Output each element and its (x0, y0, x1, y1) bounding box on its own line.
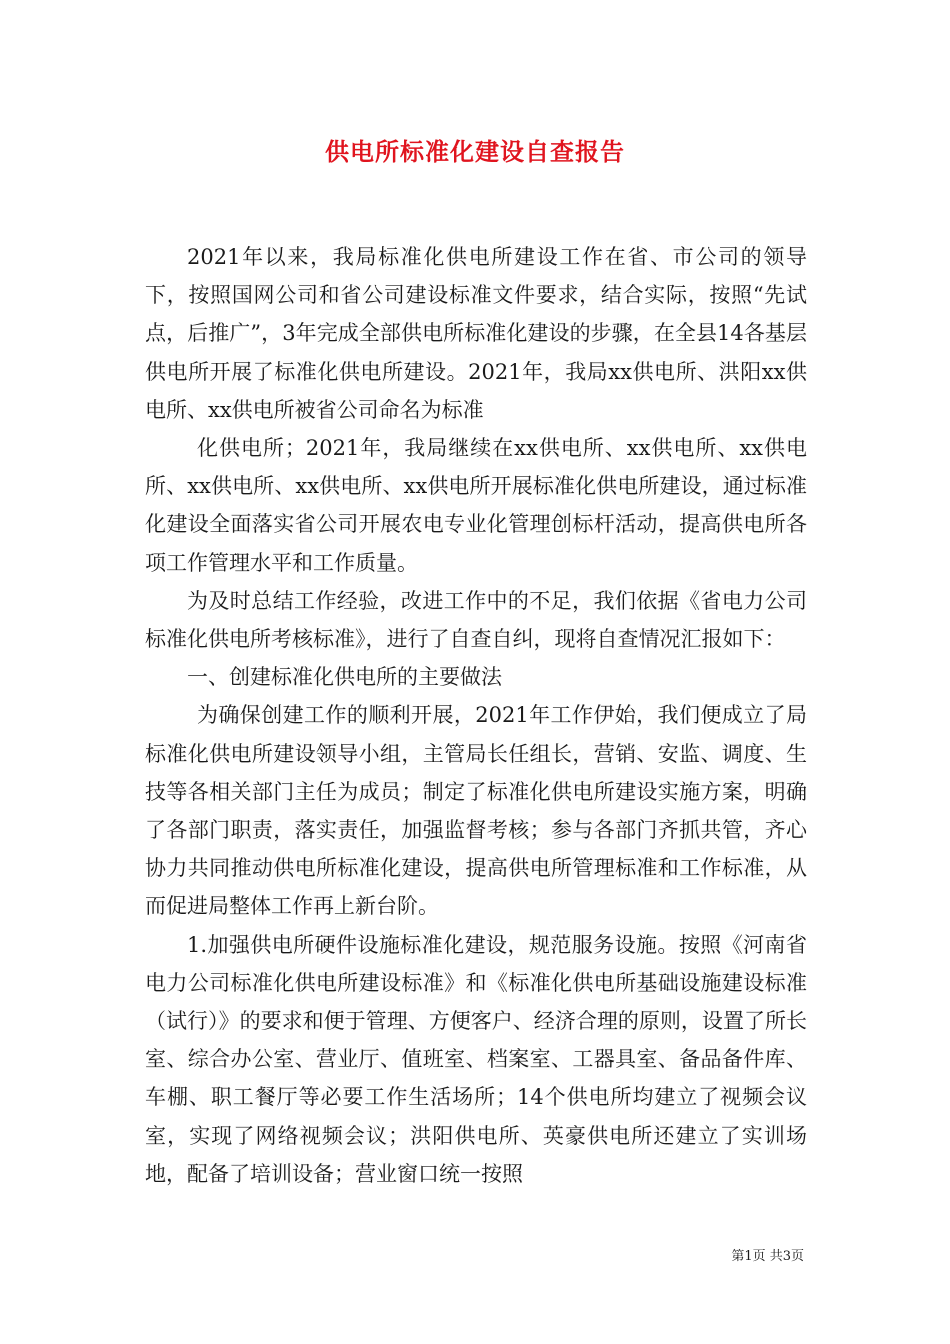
paragraph-organization: 为确保创建工作的顺利开展，2021年工作伊始，我们便成立了局标准化供电所建设领导小组，主管局长任组长，营销、安监、调度、生技等各相关部门主任为成员；制定了标准化供电所建设实施方案，明确了各部门职责，落实责任，加强监督考核；参与各部门齐抓共管，齐心协力共同推动供电所标准化建设，提高供电所管理标准和工作标准，从而促进局整体工作再上新台阶。 (145, 703, 807, 919)
paragraph-hardware: 1.加强供电所硬件设施标准化建设，规范服务设施。按照《河南省电力公司标准化供电所建设标准》和《标准化供电所基础设施建设标准（试行）》的要求和便于管理、方便客户、经济合理的原则，设置了所长室、综合办公室、营业厅、值班室、档案室、工器具室、备品备件库、车棚、职工餐厅等必要工作生活场所；14个供电所均建立了视频会议室，实现了网络视频会议；洪阳供电所、英豪供电所还建立了实训场地，配备了培训设备；营业窗口统一按照 (145, 932, 807, 1186)
document-body (145, 238, 807, 1193)
document-title: 供电所标准化建设自查报告 (325, 137, 625, 166)
section-heading-1: 一、创建标准化供电所的主要做法 (187, 665, 502, 690)
page-number: 第1页 共3页 (731, 1249, 804, 1264)
paragraph-purpose: 为及时总结工作经验，改进工作中的不足，我们依据《省电力公司标准化供电所考核标准》，进行了自查自纠，现将自查情况汇报如下： (145, 588, 807, 652)
paragraph-intro: 2021年以来，我局标准化供电所建设工作在省、市公司的领导下，按照国网公司和省公司建设标准文件要求，结合实际，按照“先试点，后推广”，3年完成全部供电所标准化建设的步骤，在全县14各基层供电所开展了标准化供电所建设。2021年，我局xx供电所、洪阳xx供电所、xx供电所被省公司命名为标准 (145, 245, 807, 422)
paragraph-continuation: 化供电所；2021年，我局继续在xx供电所、xx供电所、xx供电所、xx供电所、xx供电所、xx供电所开展标准化供电所建设，通过标准化建设全面落实省公司开展农电专业化管理创标杆活动，提高供电所各项工作管理水平和工作质量。 (145, 436, 807, 575)
